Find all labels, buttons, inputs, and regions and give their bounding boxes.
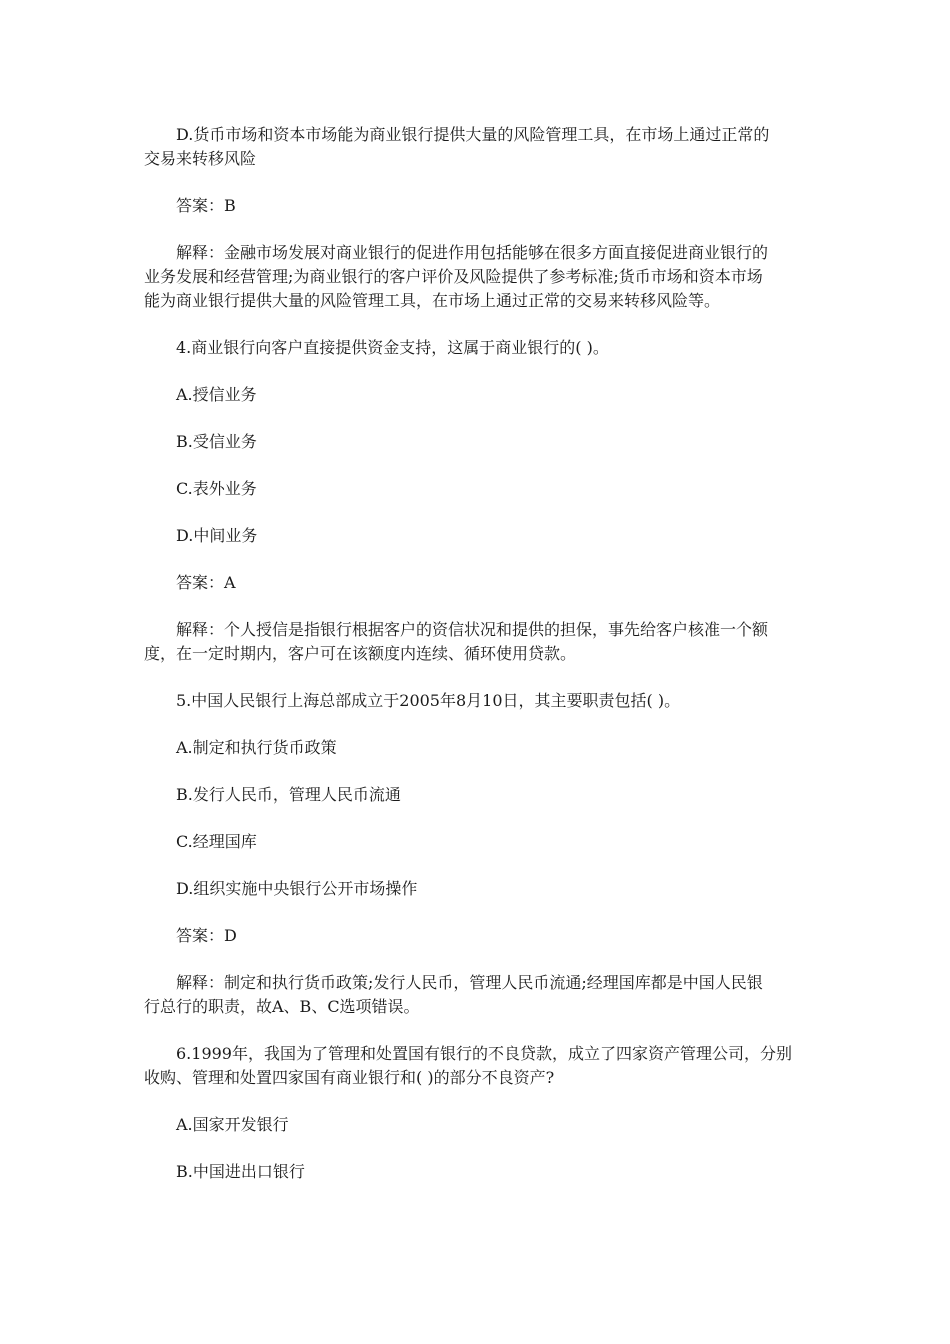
option-c-q4 xyxy=(144,477,804,501)
answer-q4 xyxy=(144,571,804,595)
answer-q3 xyxy=(144,194,804,218)
question-5 xyxy=(144,689,804,713)
option-a-q4 xyxy=(144,383,804,407)
text-line: C.经理国库 xyxy=(176,832,257,851)
text-line: 答案：A xyxy=(176,573,236,592)
option-b-q4 xyxy=(144,430,804,454)
text-line: B.发行人民币，管理人民币流通 xyxy=(176,785,401,804)
text-line: D.货币市场和资本市场能为商业银行提供大量的风险管理工具，在市场上通过正常的 xyxy=(176,125,770,144)
option-d-q4 xyxy=(144,524,804,548)
explanation-q5 xyxy=(144,971,804,1019)
question-4 xyxy=(144,336,804,360)
option-b-q5 xyxy=(144,783,804,807)
text-line: A.国家开发银行 xyxy=(176,1115,289,1134)
option-d-q3 xyxy=(144,123,804,171)
option-b-q6 xyxy=(144,1160,804,1184)
text-line: 答案：D xyxy=(176,926,237,945)
text-line: 收购、管理和处置四家国有商业银行和( )的部分不良资产? xyxy=(144,1068,555,1087)
explanation-q3 xyxy=(144,241,804,313)
text-line: 4.商业银行向客户直接提供资金支持，这属于商业银行的( )。 xyxy=(176,338,609,357)
text-line: A.制定和执行货币政策 xyxy=(176,738,337,757)
question-6 xyxy=(144,1042,804,1090)
text-line: B.受信业务 xyxy=(176,432,257,451)
option-a-q6 xyxy=(144,1113,804,1137)
text-line: D.组织实施中央银行公开市场操作 xyxy=(176,879,418,898)
text-line: 度，在一定时期内，客户可在该额度内连续、循环使用贷款。 xyxy=(144,644,577,663)
text-line: 5.中国人民银行上海总部成立于2005年8月10日，其主要职责包括( )。 xyxy=(176,691,681,710)
text-line: 业务发展和经营管理;为商业银行的客户评价及风险提供了参考标准;货币市场和资本市场 xyxy=(144,267,763,286)
text-line: D.中间业务 xyxy=(176,526,258,545)
option-a-q5 xyxy=(144,736,804,760)
option-d-q5 xyxy=(144,877,804,901)
document-body xyxy=(144,123,804,1184)
text-line: A.授信业务 xyxy=(176,385,257,404)
text-line: 解释：个人授信是指银行根据客户的资信状况和提供的担保，事先给客户核准一个额 xyxy=(176,620,769,639)
answer-q5 xyxy=(144,924,804,948)
text-line: B.中国进出口银行 xyxy=(176,1162,305,1181)
text-line: 解释：金融市场发展对商业银行的促进作用包括能够在很多方面直接促进商业银行的 xyxy=(176,243,769,262)
text-line: 行总行的职责，故A、B、C选项错误。 xyxy=(144,997,420,1016)
text-line: 答案：B xyxy=(176,196,236,215)
text-line: 6.1999年，我国为了管理和处置国有银行的不良贷款，成立了四家资产管理公司，分别 xyxy=(176,1044,792,1063)
explanation-q4 xyxy=(144,618,804,666)
option-c-q5 xyxy=(144,830,804,854)
text-line: 解释：制定和执行货币政策;发行人民币，管理人民币流通;经理国库都是中国人民银 xyxy=(176,973,763,992)
text-line: 能为商业银行提供大量的风险管理工具，在市场上通过正常的交易来转移风险等。 xyxy=(144,291,721,310)
text-line: C.表外业务 xyxy=(176,479,257,498)
text-line: 交易来转移风险 xyxy=(144,149,257,168)
